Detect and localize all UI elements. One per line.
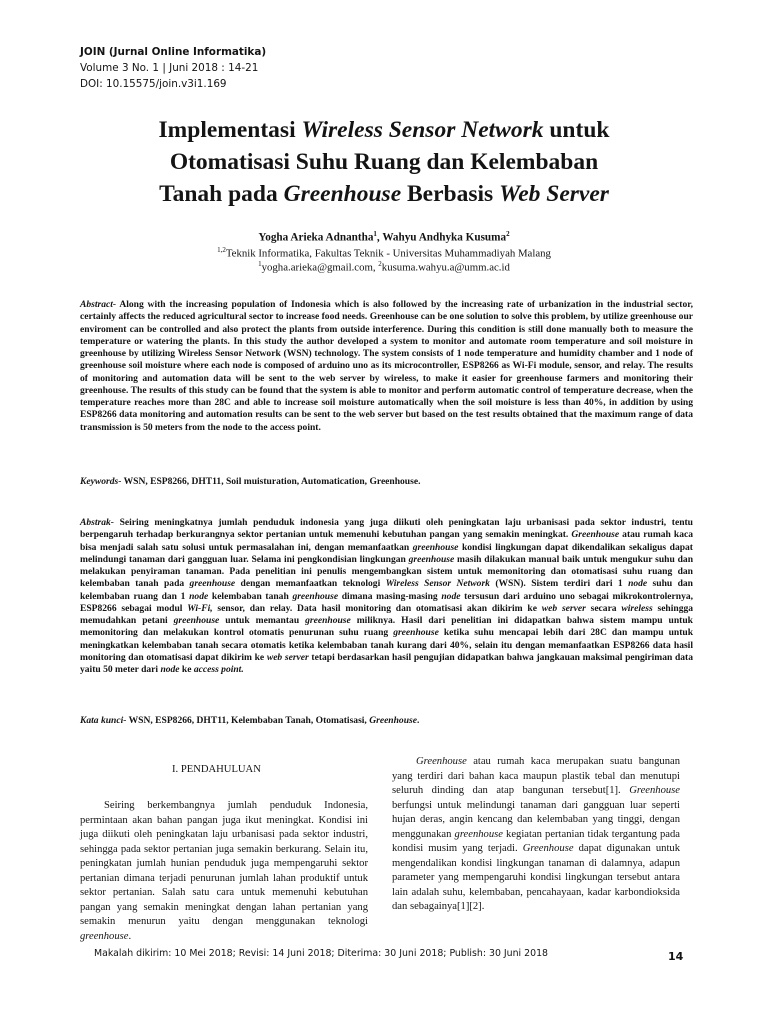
abstrak-italic: greenhouse — [408, 553, 455, 565]
abstract-label: Abstract- — [80, 299, 117, 310]
abstrak-text: kondisi lingkungan dapat dikendalikan sekaligus dapat melindungi tanaman dari gangguan luar. Selama ini pengkondisian lingkungan — [80, 541, 693, 565]
abstrak-italic: node — [160, 664, 180, 675]
body-text: . — [128, 930, 132, 942]
page-number: 14 — [668, 950, 684, 963]
body-italic: Greenhouse — [629, 785, 680, 796]
author-list — [80, 230, 688, 244]
intro-right-paragraph — [392, 755, 680, 915]
journal-name: JOIN (Jurnal Online Informatika) — [80, 46, 267, 58]
abstrak-text: dengan memanfaatkan teknologi — [235, 578, 386, 590]
abstrak-italic: wireless — [621, 602, 653, 614]
intro-left-paragraph — [80, 799, 368, 944]
title-part: Berbasis — [401, 181, 500, 207]
email-link[interactable]: kusuma.wahyu.a@umm.ac.id — [381, 261, 510, 274]
abstrak-text: suhu dan kelembaban ruang dan 1 — [80, 578, 693, 602]
email-link[interactable]: yogha.arieka@gmail.com, — [261, 261, 379, 274]
author-sup: 1 — [373, 230, 377, 238]
abstrak-italic: Wireless Sensor Network — [385, 578, 490, 590]
abstrak-italic: node — [189, 590, 209, 602]
abstrak-italic: greenhouse — [189, 578, 236, 590]
author-separator: , — [376, 231, 383, 244]
body-text: kegiatan pertanian tidak tergantung pada kondisi musim yang terjadi. — [392, 828, 680, 854]
affil-text: Teknik Informatika, Fakultas Teknik - Universitas Muhammadiyah Malang — [225, 247, 551, 260]
kata-kunci-label: Kata kunci- — [80, 715, 127, 726]
abstrak-text: (WSN). Sistem terdiri dari 1 — [489, 578, 629, 590]
title-part-italic: Greenhouse — [283, 181, 402, 207]
doi-line: DOI: 10.15575/join.v3i1.169 — [80, 78, 227, 90]
abstrak-text: secara — [585, 602, 622, 614]
title-part: Implementasi — [158, 117, 302, 143]
abstrak-italic: Greenhouse — [571, 529, 620, 541]
submission-footer: Makalah dikirim: 10 Mei 2018; Revisi: 14 Juni 2018; Diterima: 30 Juni 2018; Publish: 30 Juni 2018 — [94, 948, 548, 959]
abstrak-text: sehingga memudahkan petani — [80, 602, 694, 626]
body-italic: Greenhouse — [522, 843, 574, 854]
abstrak-italic: greenhouse — [412, 541, 459, 553]
keywords-label: Keywords- — [80, 476, 122, 487]
abstrak-italic: access point. — [193, 664, 244, 675]
abstrak-text: Seiring meningkatnya jumlah penduduk indonesia yang juga diikuti oleh peningkatan laju urbanisasi pada sektor industri, tentu berpengaruh terhadap berkurangnya sektor pertanian untuk memenuhi kebutuhan pangan yang semakin meningkat. — [80, 517, 693, 541]
journal-header — [80, 44, 266, 92]
abstrak-text: kelembaban tanah — [208, 590, 293, 602]
keywords-en — [80, 476, 693, 487]
abstrak-italic: node — [628, 578, 648, 590]
body-text: atau rumah kaca merupakan suatu bangunan yang terdiri dari bahan kaca maupun plastik tebal dan menutupi seluruh dinding dan atap bangunan tersebut[1]. — [392, 756, 680, 796]
abstrak-text: dimana masing-masing — [338, 590, 442, 602]
abstract-text: Along with the increasing population of Indonesia which is also followed by the increasing rate of urbanization in the industrial sector, certainly affects the reduced agricultural sector to increase food needs. Greenhouse can be one solution to solve this problem, by utilize greenhouse our enviroment can be controlled and also protect the plants from outside interference. During this condition is still done manually both to measure the temperature or watering the plants. In this study the author developed a system to monitor and automate room temperature and soil moisture in greenhouse by utilizing Wireless Sensor Network (WSN) technology. The system consists of 1 node temperature and humidity chamber and 1 node of greenhouse soil moisture where each node is composed of arduino uno as its microcontroller, ESP8266 as Wi-Fi module, sensor, and relay. The results of monitoring and automation data will be sent to the web server by wireless, to make it easier for greenhouse farmers and monitoring their greenhouse. The results of this study can be found that the system is able to monitor and perform automatic control of temperature decrease, when the temperature reaches more than 28C and able to increase soil moisture automatically when the soil moisture is less than 40%, in addition by using ESP8266 data monitoring and automation results can be sent to the web server but based on the test results obtained that the maximum range of data transmission is 50 meters from the node to the access point. — [80, 299, 693, 433]
body-italic: Greenhouse — [416, 756, 467, 767]
affil-sup: 1,2 — [217, 246, 226, 254]
abstrak-text: atau rumah kaca bisa menjadi salah satu solusi untuk permasalahan ini, dengan memanfaatkan — [80, 529, 693, 553]
kata-kunci-italic: Greenhouse — [369, 715, 417, 726]
abstrak-italic: Wi-Fi, — [187, 602, 213, 614]
body-italic: greenhouse — [80, 930, 129, 942]
title-part-italic: Wireless Sensor Network — [301, 117, 544, 143]
author-name: Yogha Arieka Adnantha — [258, 231, 374, 244]
abstrak-text: tersusun dari arduino uno sebagai mikrokontrolernya, ESP8266 sebagai modul — [80, 590, 693, 614]
abstrak-italic: greenhouse — [305, 615, 351, 626]
abstrak-text: ke — [179, 664, 194, 675]
author-emails — [80, 260, 688, 274]
keywords-text: WSN, ESP8266, DHT11, Soil muisturation, Automatication, Greenhouse. — [121, 476, 421, 487]
abstrak-italic: greenhouse — [393, 627, 439, 639]
abstrak-text: untuk memantau — [219, 615, 306, 626]
body-text: Seiring berkembangnya jumlah penduduk Indonesia, permintaan akan bahan pangan juga ikut meningkat. Kondisi ini juga diikuti oleh peningkatan laju urbanisasi pada sektor industri, sehingga pada sektor pertanian juga semakin berkurang. Selain itu, peningkatan jumlah hunian penduduk juga mempengaruhi sektor pertanian dimana terjadi penurunan jumlah lahan produktif untuk sektor pertanian. Salah satu cara untuk memenuhi kebutuhan pangan yang semakin meningkat dengan lahan pertanian yang semakin menurun yaitu dengan menggunakan teknologi — [80, 800, 368, 927]
volume-line: Volume 3 No. 1 | Juni 2018 : 14-21 — [80, 62, 259, 74]
keywords-id — [80, 715, 693, 726]
kata-kunci-text: WSN, ESP8266, DHT11, Kelembaban Tanah, Otomatisasi, — [126, 715, 370, 726]
title-part: Tanah pada — [159, 181, 284, 207]
affiliation — [80, 246, 688, 260]
author-sup: 2 — [506, 230, 510, 238]
abstrak-italic: web server — [266, 651, 309, 663]
body-text: dapat digunakan untuk mengendalikan kondisi lingkungan tanaman di dalamnya, adapun parameter yang mempengaruhi kondisi lingkungan tersebut antara lain adalah suhu, kelembaban, pencahayaan, kadar karbondioksida dan sebagainya[1][2]. — [392, 843, 680, 912]
abstrak-italic: web server — [541, 602, 586, 614]
abstrak-text: masih dilakukan manual baik untuk mengukur suhu dan melakukan penyiraman tanaman. Pada penelitian ini penulis mengembangkan sistem untuk memonitoring dan otomatisasi suhu ruang dan kelembaban tanah pada — [80, 553, 693, 590]
paper-title — [40, 114, 728, 210]
abstrak-label: Abstrak- — [80, 517, 114, 528]
abstrak-text: tetapi berdasarkan hasil pengujian didapatkan bahwa jangkauan maksimal pengiriman data yaitu 50 meter dari — [80, 651, 694, 675]
abstrak-italic: greenhouse — [173, 615, 220, 626]
title-part-italic: Web Server — [499, 181, 609, 207]
abstract-en — [80, 299, 693, 434]
title-line: Otomatisasi Suhu Ruang dan Kelembaban — [169, 149, 599, 175]
abstrak-text: miliknya. Hasil dari penelitian ini didapatkan bahwa sistem mampu untuk memonitoring dan melakukan kontrol otomatis penurunan suhu ruang — [80, 615, 693, 639]
author-name: Wahyu Andhyka Kusuma — [382, 231, 507, 244]
abstrak-italic: node — [441, 590, 461, 602]
body-text: berfungsi untuk melindungi tanaman dari gangguan luar seperti hujan deras, angin kencang dan kelembaban yang tinggi, dengan menggunakan — [392, 799, 680, 840]
section-heading: I. PENDAHULUAN — [172, 764, 261, 775]
abstrak-text: sensor, dan relay. Data hasil monitoring dan otomatisasi akan dikirim ke — [212, 602, 542, 614]
title-part: untuk — [543, 117, 610, 143]
email-sup: 2 — [378, 260, 382, 268]
kata-kunci-end: . — [416, 715, 420, 726]
abstrak-italic: greenhouse — [292, 590, 339, 602]
email-sup: 1 — [258, 260, 262, 268]
abstract-id — [80, 517, 693, 676]
body-italic: greenhouse — [454, 828, 503, 840]
abstrak-text: ketika suhu mencapai lebih dari 28C dan mampu untuk meningkatkan kelembaban tanah secara otomatis ketika kelembaban tanah kurang dari 40%, selain itu dengan memanfaatkan ESP8266 data hasil monitoring dan otomatisasi dapat dikirim ke — [80, 627, 694, 663]
